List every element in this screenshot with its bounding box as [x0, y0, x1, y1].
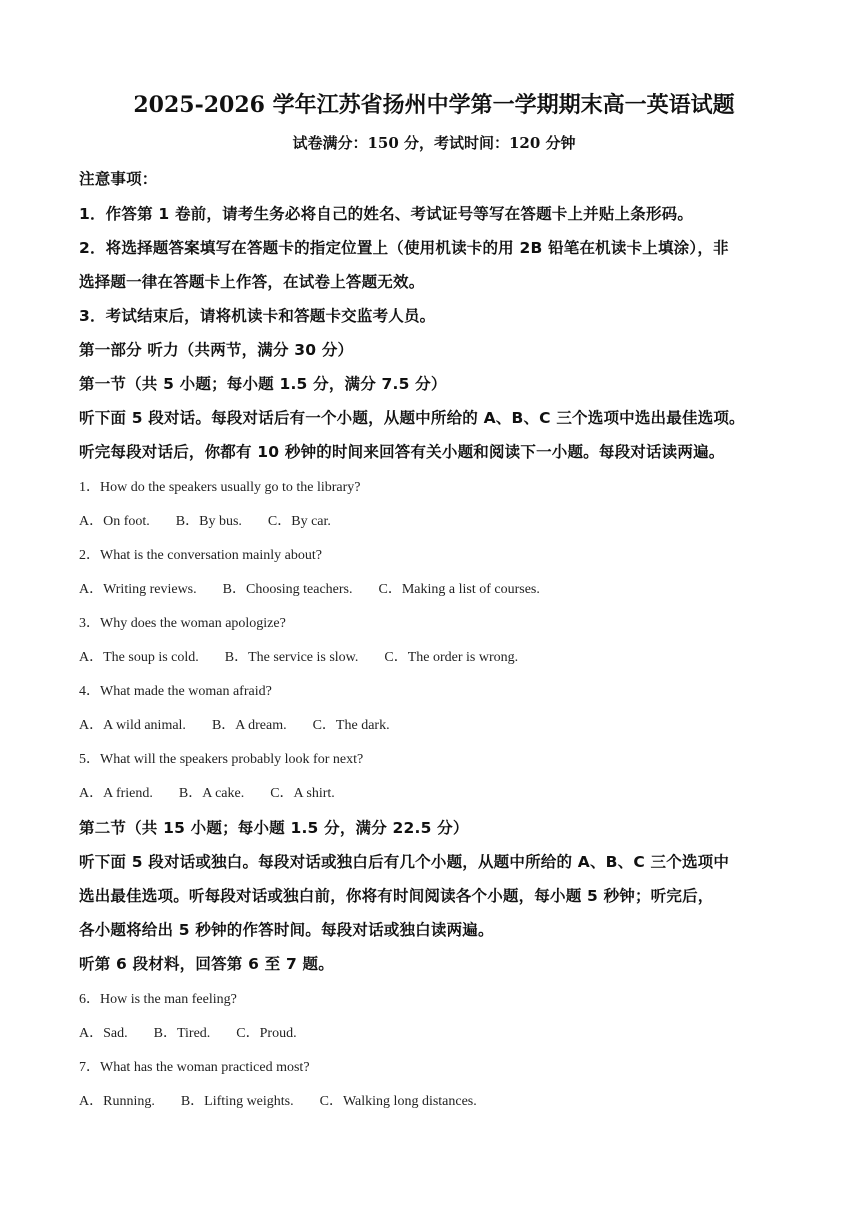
option-b: B．Lifting weights.: [180, 1094, 294, 1109]
question-stem: 7．What has the woman practiced most?: [79, 1060, 310, 1075]
question-stem: 2．What is the conversation mainly about?: [79, 548, 322, 563]
option-c: C．The dark.: [312, 718, 390, 733]
question-stem: 4．What made the woman afraid?: [79, 684, 272, 699]
question-options: [79, 714, 390, 734]
notice-item-2: 2．将选择题答案填写在答题卡的指定位置上（使用机读卡的用 2B 铅笔在机读卡上填涂），非: [79, 239, 729, 257]
question-options: [79, 782, 335, 802]
notice-item-1: 1．作答第 1 卷前，请考生务必将自己的姓名、考试证号等写在答题卡上并贴上条形码。: [79, 205, 694, 223]
option-b: B．Tired.: [153, 1026, 211, 1041]
question-stem: 5．What will the speakers probably look for next?: [79, 752, 364, 767]
question-options: [79, 578, 540, 598]
question-options: [79, 1090, 477, 1110]
option-b: B．A cake.: [178, 786, 245, 801]
option-b: B．A dream.: [211, 718, 287, 733]
option-c: C．Walking long distances.: [319, 1094, 477, 1109]
option-a: A．A wild animal.: [79, 718, 186, 733]
question-stem: 3．Why does the woman apologize?: [79, 616, 286, 631]
option-a: A．A friend.: [79, 786, 153, 801]
option-c: C．By car.: [267, 514, 331, 529]
part1-heading: 第一部分 听力（共两节，满分 30 分）: [79, 341, 354, 359]
question-options: [79, 1022, 297, 1042]
option-a: A．On foot.: [79, 514, 150, 529]
section1-instructions: 听下面 5 段对话。每段对话后有一个小题，从题中所给的 A、B、C 三个选项中选出最佳选项。: [79, 409, 745, 427]
option-a: A．The soup is cold.: [79, 650, 199, 665]
material-6-heading: 听第 6 段材料，回答第 6 至 7 题。: [79, 955, 334, 973]
option-a: A．Running.: [79, 1094, 155, 1109]
exam-info: 试卷满分：150 分，考试时间：120 分钟: [292, 134, 576, 152]
section2-instructions: 听下面 5 段对话或独白。每段对话或独白后有几个小题，从题中所给的 A、B、C 三个选项中: [79, 853, 730, 871]
notice-heading: 注意事项：: [79, 170, 158, 188]
option-c: C．The order is wrong.: [384, 650, 519, 665]
option-a: A．Writing reviews.: [79, 582, 197, 597]
option-b: B．Choosing teachers.: [222, 582, 353, 597]
option-c: C．Making a list of courses.: [378, 582, 540, 597]
option-b: B．The service is slow.: [224, 650, 359, 665]
notice-item-3: 3．考试结束后，请将机读卡和答题卡交监考人员。: [79, 307, 436, 325]
question-options: [79, 646, 518, 666]
option-a: A．Sad.: [79, 1026, 128, 1041]
question-options: [79, 510, 331, 530]
option-c: C．A shirt.: [270, 786, 335, 801]
question-stem: 6．How is the man feeling?: [79, 992, 237, 1007]
section2-instructions-cont-2: 各小题将给出 5 秒钟的作答时间。每段对话或独白读两遍。: [79, 921, 494, 939]
option-c: C．Proud.: [236, 1026, 297, 1041]
section2-instructions-cont: 选出最佳选项。听每段对话或独白前，你将有时间阅读各个小题，每小题 5 秒钟；听完后，: [79, 887, 714, 905]
option-b: B．By bus.: [175, 514, 242, 529]
question-stem: 1．How do the speakers usually go to the library?: [79, 480, 361, 495]
section1-heading: 第一节（共 5 小题；每小题 1.5 分，满分 7.5 分）: [79, 375, 447, 393]
page-title: 2025-2026 学年江苏省扬州中学第一学期期末高一英语试题: [133, 92, 735, 118]
section1-instructions-cont: 听完每段对话后，你都有 10 秒钟的时间来回答有关小题和阅读下一小题。每段对话读两遍。: [79, 443, 725, 461]
notice-item-2-cont: 选择题一律在答题卡上作答，在试卷上答题无效。: [79, 273, 425, 291]
section2-heading: 第二节（共 15 小题；每小题 1.5 分，满分 22.5 分）: [79, 819, 469, 837]
